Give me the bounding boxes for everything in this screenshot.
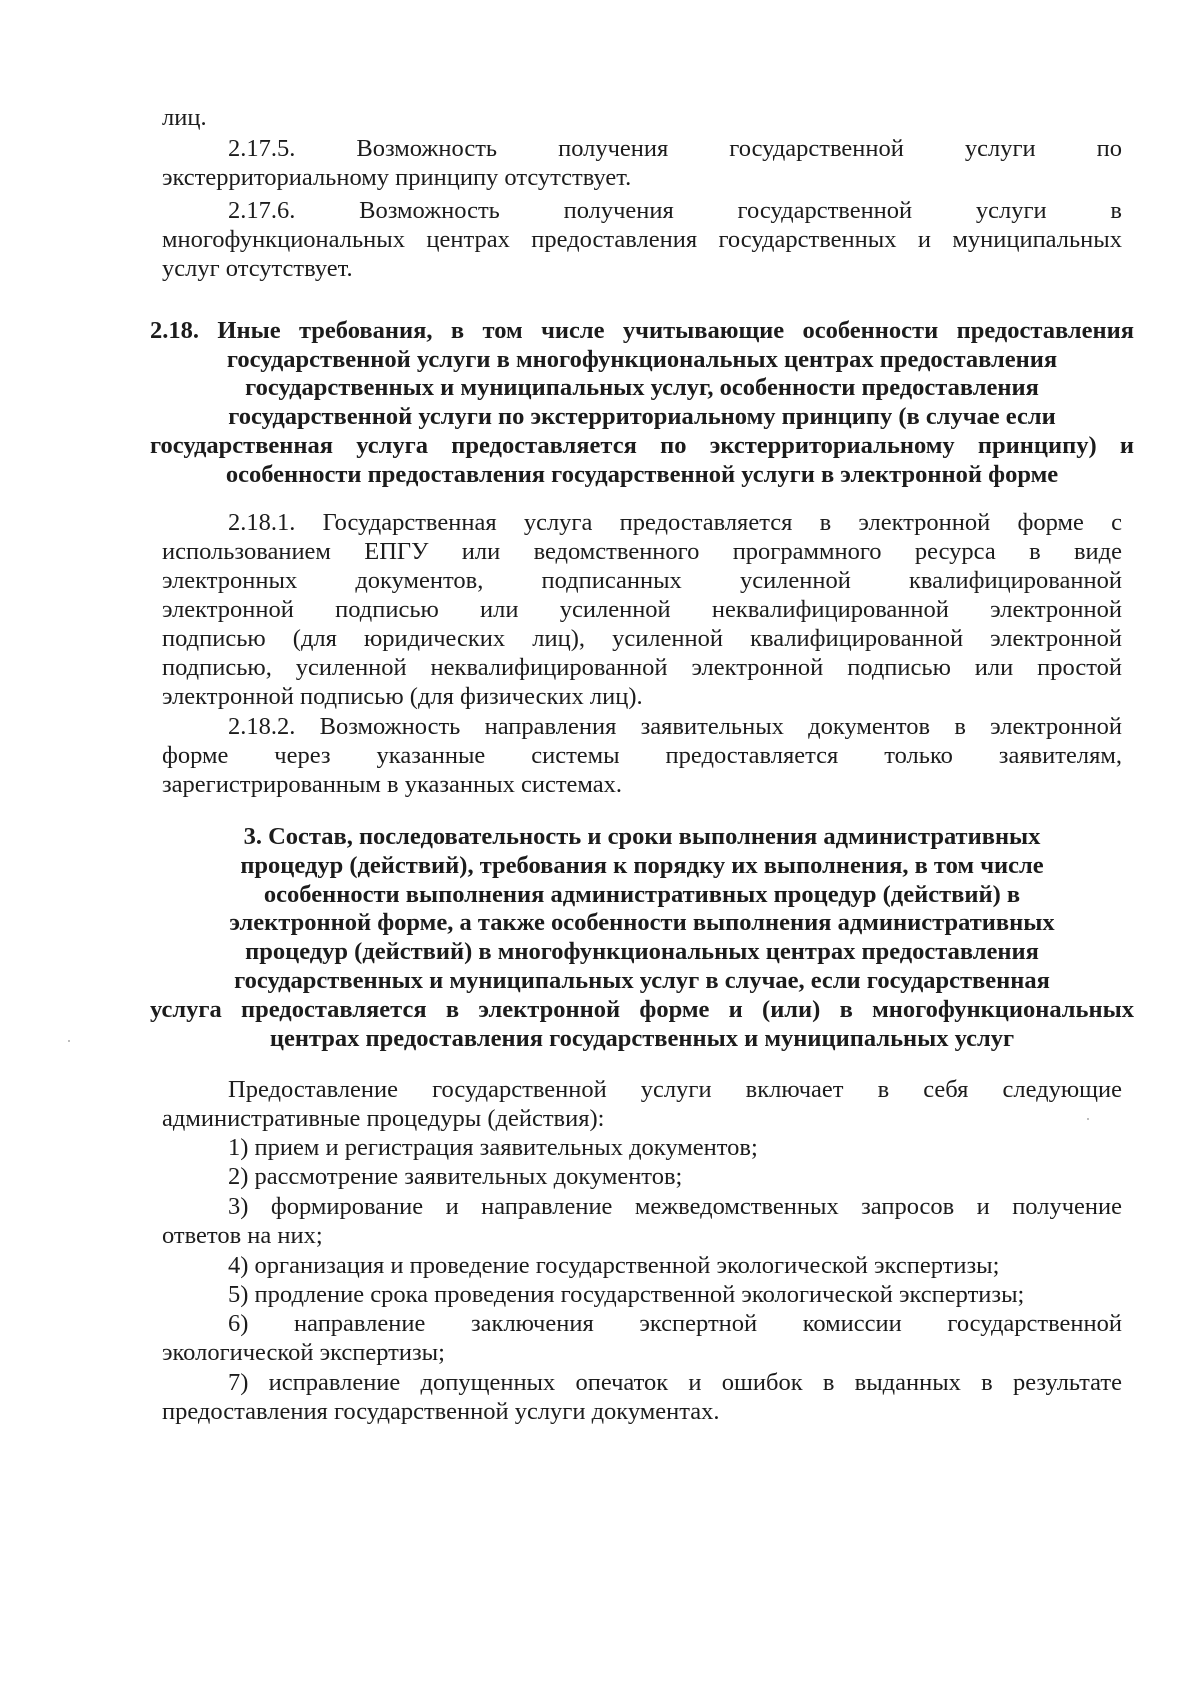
text-line: 2.17.6. Возможность получения государственной услуги в [228,197,1122,224]
list-item: ответов на них; [162,1222,323,1249]
section-heading-line: государственной услуги по экстерриториальному принципу (в случае если [228,403,1056,430]
list-item: 4) организация и проведение государственной экологической экспертизы; [228,1252,1000,1279]
list-item: экологической экспертизы; [162,1339,445,1366]
text-line: использованием ЕПГУ или ведомственного программного ресурса в виде [162,538,1122,565]
section-heading-line: 3. Состав, последовательность и сроки выполнения административных [243,823,1041,850]
scan-speck [68,1040,70,1042]
text-line: административные процедуры (действия): [162,1105,605,1132]
scan-speck [1087,1118,1089,1120]
text-line: подписью (для юридических лиц), усиленной квалифицированной электронной [162,625,1122,652]
text-line: электронной подписью или усиленной неквалифицированной электронной [162,596,1122,623]
section-heading-line: особенности предоставления государственной услуги в электронной форме [225,461,1059,488]
section-heading-line: государственной услуги в многофункциональных центрах предоставления [226,346,1058,373]
text-line: подписью, усиленной неквалифицированной электронной подписью или простой [162,654,1122,681]
list-item: предоставления государственной услуги документах. [162,1398,720,1425]
section-heading-line: процедур (действий), требования к порядку их выполнения, в том числе [240,852,1044,879]
section-heading-line: процедур (действий) в многофункциональных центрах предоставления [245,938,1039,965]
list-item: 3) формирование и направление межведомственных запросов и получение [228,1193,1122,1220]
list-item: 6) направление заключения экспертной комиссии государственной [228,1310,1122,1337]
text-line: экстерриториальному принципу отсутствует. [162,164,632,191]
section-heading-line: услуга предоставляется в электронной форме и (или) в многофункциональных [150,996,1134,1023]
text-line: 2.18.1. Государственная услуга предоставляется в электронной форме с [228,509,1122,536]
section-heading-line: государственная услуга предоставляется по экстерриториальному принципу) и [150,432,1134,459]
section-heading-line: 2.18. Иные требования, в том числе учитывающие особенности предоставления [150,317,1134,344]
list-item: 1) прием и регистрация заявительных документов; [228,1134,758,1161]
list-item: 5) продление срока проведения государственной экологической экспертизы; [228,1281,1025,1308]
section-heading-line: особенности выполнения административных процедур (действий) в [263,881,1021,908]
list-item: 7) исправление допущенных опечаток и ошибок в выданных в результате [228,1369,1122,1396]
text-line: Предоставление государственной услуги включает в себя следующие [228,1076,1122,1103]
section-heading-line: государственных и муниципальных услуг в случае, если государственная [234,967,1050,994]
text-line: лиц. [162,104,207,131]
text-line: электронной подписью (для физических лиц). [162,683,643,710]
text-line: многофункциональных центрах предоставления государственных и муниципальных [162,226,1122,253]
text-line: услуг отсутствует. [162,255,353,282]
text-line: 2.17.5. Возможность получения государственной услуги по [228,135,1122,162]
section-heading-line: электронной форме, а также особенности выполнения административных [229,909,1055,936]
text-line: зарегистрированным в указанных системах. [162,771,622,798]
section-heading-line: государственных и муниципальных услуг, особенности предоставления [245,374,1039,401]
text-line: 2.18.2. Возможность направления заявительных документов в электронной [228,713,1122,740]
list-item: 2) рассмотрение заявительных документов; [228,1163,683,1190]
section-heading-line: центрах предоставления государственных и муниципальных услуг [269,1025,1015,1052]
text-line: форме через указанные системы предоставляется только заявителям, [162,742,1122,769]
text-line: электронных документов, подписанных усиленной квалифицированной [162,567,1122,594]
